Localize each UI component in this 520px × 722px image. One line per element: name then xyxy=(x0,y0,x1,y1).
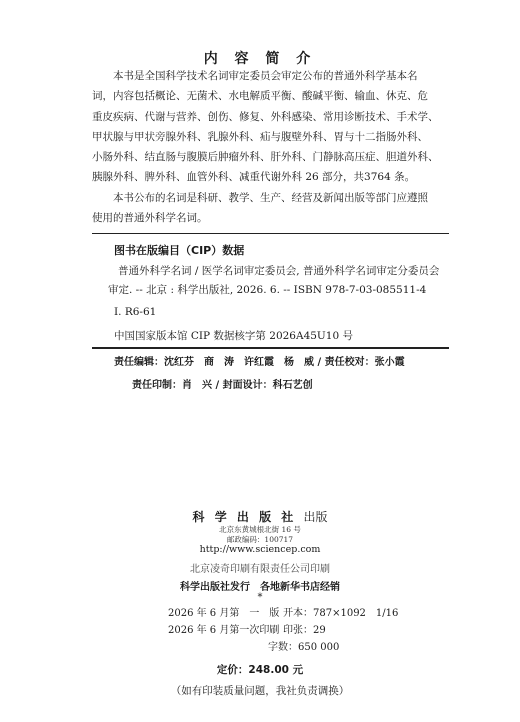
edition-date: 2026 年 6 月第 一 版 xyxy=(168,608,280,619)
printed-sheets: 印张：29 xyxy=(283,625,326,636)
summary-line: 小肠外科、结直肠与腹膜后肿瘤外科、肝外科、门静脉高压症、胆道外科、 xyxy=(92,151,439,164)
summary-line: 词，内容包括概论、无菌术、水电解质平衡、酸碱平衡、输血、休克、危 xyxy=(92,90,428,103)
publisher-calligraphy: 科 学 出 版 社 xyxy=(192,510,297,524)
summary-paragraph-1 xyxy=(92,66,442,188)
cip-entry xyxy=(108,262,452,300)
credits-rule xyxy=(92,347,449,349)
summary-line: 使用的普通外科学名词。 xyxy=(92,212,208,225)
publisher-postcode: 邮政编码：100717 xyxy=(226,535,294,544)
summary-line: 胰腺外科、脾外科、血管外科、减重代谢外科 26 部分，共3764 条。 xyxy=(92,171,416,184)
publisher-name xyxy=(0,508,520,525)
separator-mark: * xyxy=(257,592,263,603)
publisher-suffix: 出版 xyxy=(303,510,328,524)
cip-heading: 图书在版编目（CIP）数据 xyxy=(114,244,245,257)
credits-editors: 责任编辑：沈红芬 商 涛 许红霞 杨 威 / 责任校对：张小霞 xyxy=(114,357,405,368)
quality-notice: （如有印装质量问题，我社负责调换） xyxy=(170,685,350,697)
publisher-address: 北京东黄城根北街 16 号 xyxy=(219,525,301,534)
distribution-line: 科学出版社发行 各地新华书店经销 xyxy=(180,582,340,593)
summary-line: 本书公布的名词是科研、教学、生产、经营及新闻出版等部门应遵照 xyxy=(113,192,428,204)
printer-line: 北京凌奇印刷有限责任公司印刷 xyxy=(190,564,330,575)
cip-record-number: 中国国家版本馆 CIP 数据核字第 2026A45U10 号 xyxy=(114,330,353,342)
summary-line: 甲状腺与甲状旁腺外科、乳腺外科、疝与腹壁外科、胃与十二指肠外科、 xyxy=(92,130,428,143)
summary-line: 重皮疾病、代谢与营养、创伤、修复、外科感染、常用诊断技术、手术学、 xyxy=(92,110,439,123)
publisher-url[interactable]: http://www.sciencep.com xyxy=(199,544,321,555)
cip-class-number: Ⅰ. R6-61 xyxy=(114,306,157,318)
summary-paragraph-2 xyxy=(92,188,442,229)
summary-title: 内 容 简 介 xyxy=(203,51,317,67)
cip-top-rule xyxy=(92,233,449,234)
word-count: 字数：650 000 xyxy=(268,642,340,653)
printing-date: 2026 年 6 月第一次印刷 xyxy=(168,625,280,636)
credits-production: 责任印制：肖 兴 / 封面设计：科石艺创 xyxy=(132,380,313,391)
format-size: 开本：787×1092 1/16 xyxy=(283,608,399,619)
cip-entry-line: 普通外科学名词 / 医学名词审定委员会, 普通外科学名词审定分委员会 xyxy=(118,265,440,277)
cip-entry-line: 审定. -- 北京 : 科学出版社, 2026. 6. -- ISBN 978-7-03-085511-4 xyxy=(108,284,427,296)
summary-line: 本书是全国科学技术名词审定委员会审定公布的普通外科学基本名 xyxy=(113,70,418,82)
price: 定价：248.00 元 xyxy=(216,664,304,676)
